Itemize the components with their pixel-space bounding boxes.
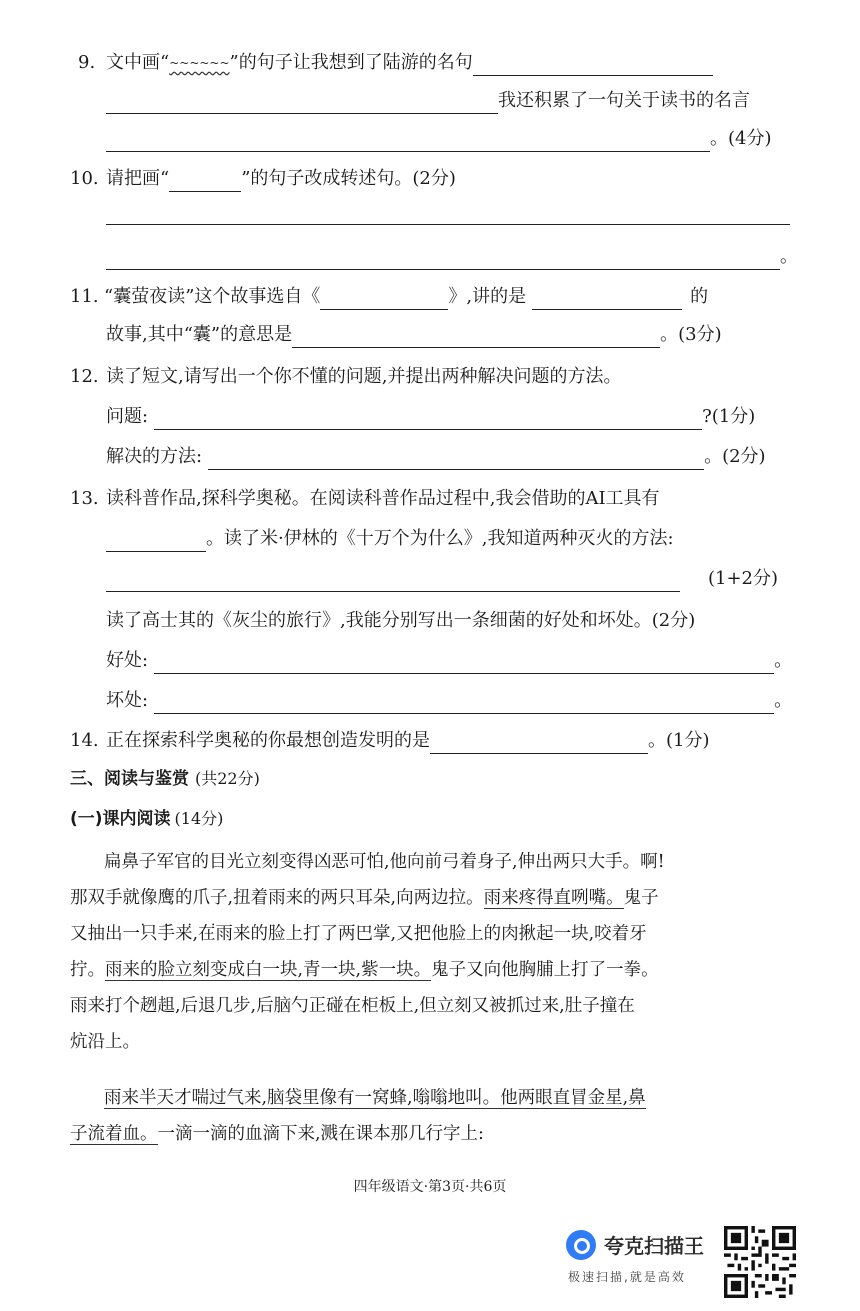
question-text: 文中画“: [106, 52, 170, 73]
page-footer: 四年级语文·第3页·共6页: [353, 1179, 507, 1195]
passage-text: 拧。: [70, 960, 105, 980]
answer-blank[interactable]: [430, 733, 648, 754]
answer-blank[interactable]: [292, 327, 660, 348]
question-number: 10.: [70, 168, 99, 189]
question-text: 读了短文,请写出一个你不懂的问题,并提出两种解决问题的方法。: [106, 366, 622, 387]
question-12-problem: [106, 404, 755, 430]
underlined-sentence: 雨来的脸立刻变成白一块,青一块,紫一块。: [105, 960, 432, 980]
question-12: [70, 364, 621, 390]
passage-line: [70, 1116, 484, 1152]
question-9-line-2: [106, 88, 750, 114]
passage-text: ,扭着雨来的两只耳朵,向两边拉。: [227, 888, 484, 908]
score-text: ?(1分): [702, 406, 756, 427]
question-10-line-3: [106, 244, 798, 270]
question-number: 12.: [70, 366, 99, 387]
subsection-score: (14分): [174, 809, 224, 828]
question-number: 14.: [70, 730, 99, 751]
passage-text: 一滴一滴的血滴下来,溅在课本那几行字上:: [157, 1124, 484, 1144]
section-title: 三、阅读与鉴赏: [70, 769, 189, 789]
qr-code-icon: [724, 1226, 796, 1298]
passage-line: [104, 844, 665, 880]
passage-text: 鬼子: [623, 888, 659, 908]
answer-blank[interactable]: [208, 449, 704, 470]
question-13-bad: [106, 688, 792, 714]
answer-blank[interactable]: [106, 249, 780, 270]
question-text: 。读了米·伊林的《十万个为什么》,我知道两种灭火的方法:: [206, 528, 674, 549]
answer-blank[interactable]: [154, 653, 774, 674]
question-10-line-2: [106, 204, 790, 225]
question-13: [70, 486, 660, 512]
question-13-good: [106, 648, 792, 674]
answer-blank[interactable]: [106, 531, 206, 552]
question-11-line-2: [106, 322, 722, 348]
question-9-line-3: [106, 126, 772, 152]
question-text: 请把画“: [106, 168, 170, 189]
period: 。: [774, 690, 793, 711]
question-text: ”的句子改成转述句。(2分): [241, 168, 456, 189]
question-text: 正在探索科学奥秘的你最想创造发明的是: [106, 730, 430, 751]
question-number: 9.: [78, 52, 96, 73]
passage-text: 又抽出一只手来,在雨来的脸上打了两巴掌,又把他脸上的肉揪起一块,咬着牙: [70, 924, 647, 944]
question-number: 11.: [70, 286, 99, 307]
quark-logo-icon: [566, 1230, 596, 1260]
question-text: 的: [690, 286, 709, 307]
score-text: 。(3分): [660, 324, 722, 345]
question-10: [70, 166, 456, 192]
brand-name: 夸克扫描王: [604, 1234, 704, 1258]
question-text: 读科普作品,探科学奥秘。在阅读科普作品过程中,我会借助的AI工具有: [106, 488, 660, 509]
answer-blank[interactable]: [532, 289, 682, 310]
brand-tagline: 极速扫描,就是高效: [568, 1270, 686, 1284]
period: 。: [774, 650, 793, 671]
question-13-line-3: [106, 566, 778, 592]
answer-blank[interactable]: [106, 93, 498, 114]
good-label: 好处:: [106, 650, 149, 671]
question-13-line-2: [106, 526, 674, 552]
answer-blank[interactable]: [473, 55, 713, 76]
answer-blank[interactable]: [106, 204, 790, 225]
question-text: 故事,其中“囊”的意思是: [106, 324, 293, 345]
passage-line: [70, 988, 635, 1024]
score-text: 。(4分): [710, 128, 772, 149]
problem-label: 问题:: [106, 406, 149, 427]
question-text: “囊萤夜读”这个故事选自《: [104, 286, 321, 307]
wavy-mark: ~~~~~~: [169, 56, 230, 70]
scanner-watermark: [566, 1226, 726, 1290]
passage-line: [70, 1024, 140, 1060]
underlined-sentence: 子流着血。: [70, 1124, 158, 1144]
answer-blank[interactable]: [106, 131, 710, 152]
score-text: (1+2分): [708, 568, 779, 589]
answer-blank[interactable]: [106, 571, 680, 592]
passage-text: 雨来打个趔趄,后退几步,后脑勺正碰在柜板上,但立刻又被抓过来,肚子撞在: [70, 996, 635, 1016]
question-13-line-4: [106, 608, 695, 634]
subsection-title: (一)课内阅读: [70, 809, 171, 829]
answer-blank[interactable]: [154, 409, 702, 430]
question-11: [70, 284, 708, 310]
score-text: 。(1分): [648, 730, 710, 751]
passage-text: 扁鼻子军官的目光立刻变得凶恶可怕,他向前弓着身子,伸出两只大手。啊!: [104, 852, 665, 872]
question-text: ”的句子让我想到了陆游的名句: [229, 52, 473, 73]
passage-text: 炕沿上。: [70, 1032, 140, 1052]
underlined-sentence: 雨来疼得直咧嘴。: [483, 888, 624, 908]
method-label: 解决的方法:: [106, 446, 203, 467]
subsection-heading: [70, 806, 223, 832]
score-text: 。(2分): [704, 446, 766, 467]
question-14: [70, 728, 710, 754]
underlined-sentence: 雨来半天才喘过气来,脑袋里像有一窝蜂,嗡嗡地叫。他两眼直冒金星,鼻: [104, 1088, 646, 1108]
bad-label: 坏处:: [106, 690, 149, 711]
passage-line: [70, 880, 659, 916]
period: 。: [780, 246, 798, 267]
question-text: 》,讲的是: [448, 286, 527, 307]
question-number: 13.: [70, 488, 99, 509]
passage-line: [70, 952, 659, 988]
answer-blank[interactable]: [154, 693, 774, 714]
passage-line: [70, 916, 647, 952]
passage-text: 鬼子又向他胸脯上打了一拳。: [431, 960, 659, 980]
answer-blank[interactable]: [320, 289, 448, 310]
question-text: 读了高士其的《灰尘的旅行》,我能分别写出一条细菌的好处和坏处。(2分): [106, 610, 696, 631]
passage-text: 那双手就: [70, 888, 140, 908]
section-heading: [70, 766, 260, 792]
question-text: 我还积累了一句关于读书的名言: [498, 90, 750, 111]
underline-mark: [169, 171, 241, 192]
question-9: [78, 50, 713, 76]
question-12-method: [106, 444, 766, 470]
section-score: (共22分): [195, 769, 260, 788]
dotted-emphasis: 像鹰的爪子 • • • •: [140, 888, 228, 908]
passage-line: [104, 1080, 646, 1116]
